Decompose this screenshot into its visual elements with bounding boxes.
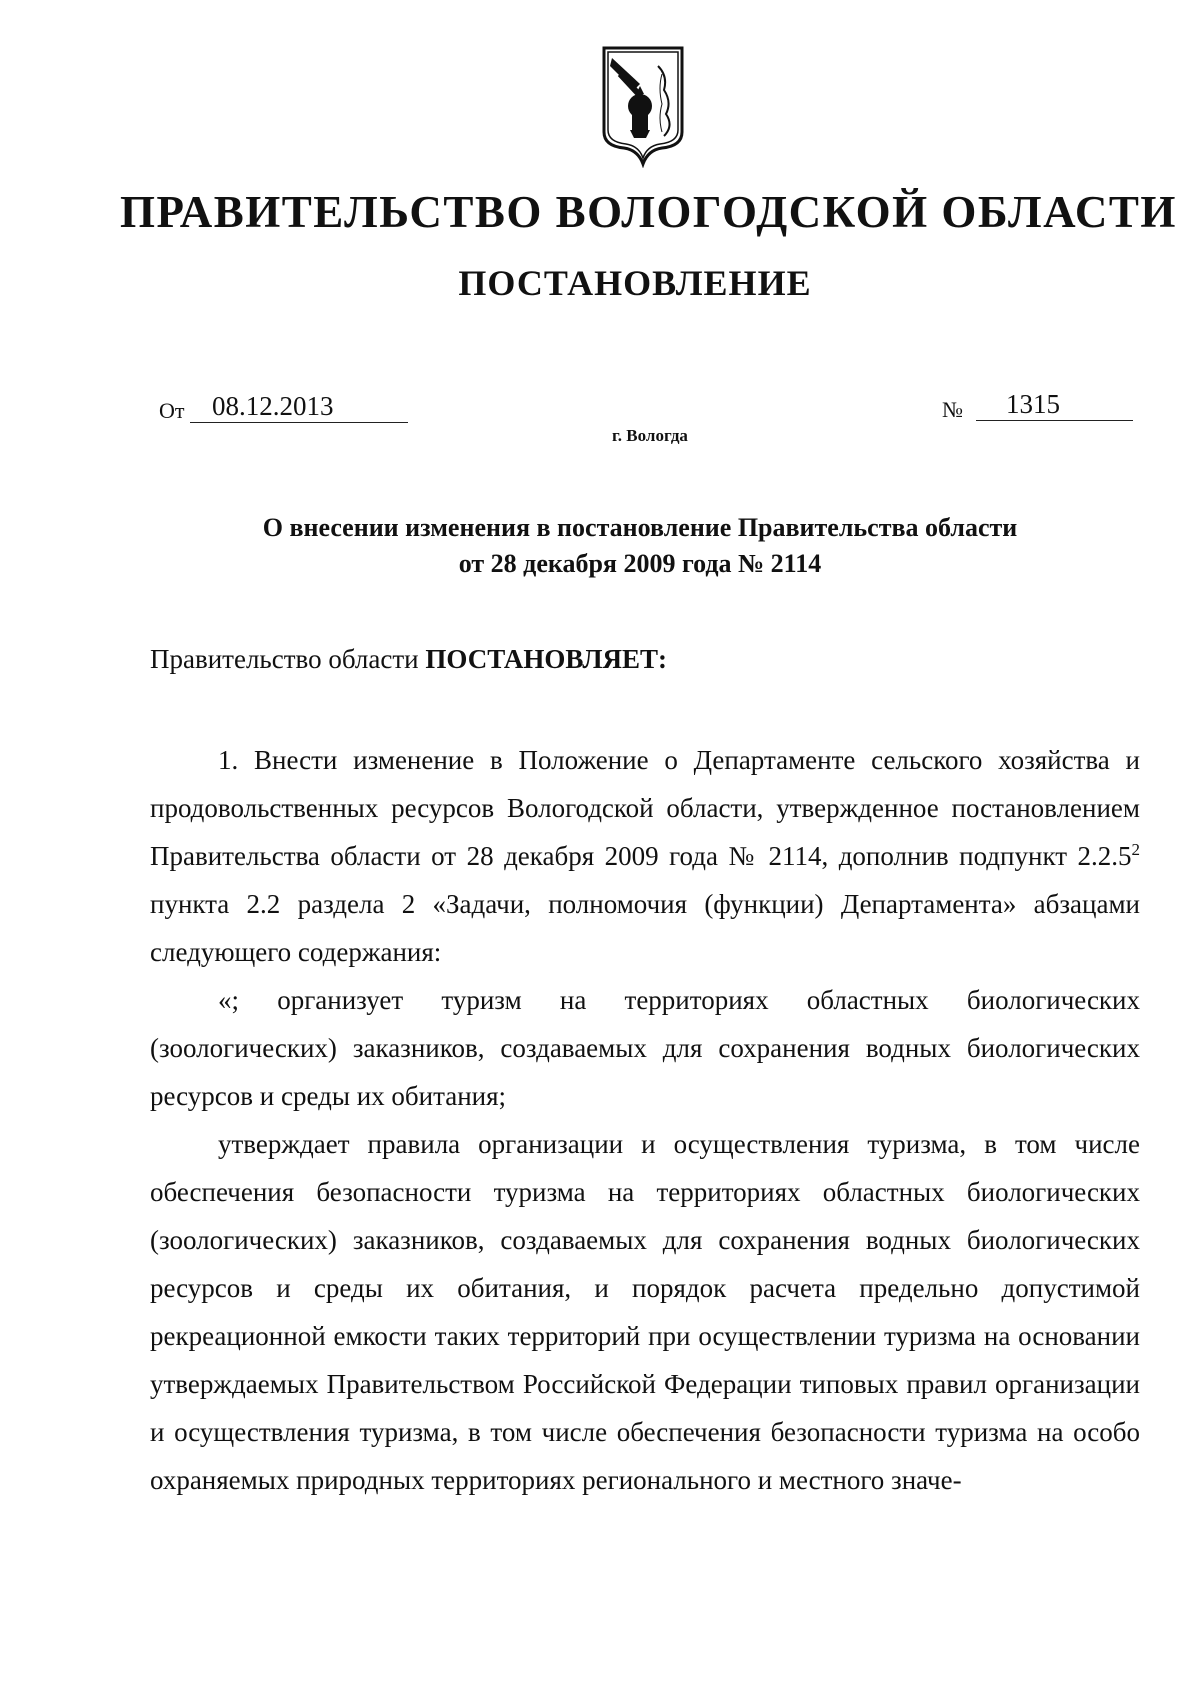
preamble	[150, 644, 667, 675]
document-date: 08.12.2013	[190, 390, 408, 423]
city-label: г. Вологда	[612, 426, 688, 445]
paragraph-2: «; организует туризм на территориях областных биологических (зоологических) заказников, создаваемых для сохранения водных биологических ресурсов и среды их обитания;	[150, 985, 1140, 1111]
subject-line-2: от 28 декабря 2009 года № 2114	[458, 549, 822, 578]
document-subject	[160, 510, 1120, 582]
number-label: №	[942, 397, 963, 422]
date-label: От	[159, 398, 185, 423]
subject-line-1: О внесении изменения в постановление Правительства области	[262, 513, 1018, 542]
paragraph-1	[150, 736, 1140, 976]
paragraph-1-superscript: 2	[1131, 840, 1140, 859]
document-number: 1315	[976, 388, 1133, 421]
paragraph-3: утверждает правила организации и осуществления туризма, в том числе обеспечения безопасности туризма на территориях областных биологических (зоологических) заказников, создаваемых для сохранения водных биологических ресурсов и среды их обитания, и порядок расчета предельно допустимой рекреационной емкости таких территорий при осуществлении туризма на основании утверждаемых Правительством Российской Федерации типовых правил организации и осуществления туризма, в том числе обеспечения безопасности туризма на особо охраняемых природных территориях регионального и местного значе-	[150, 1129, 1140, 1495]
document-body	[150, 736, 1140, 1504]
government-title: ПРАВИТЕЛЬСТВО ВОЛОГОДСКОЙ ОБЛАСТИ	[120, 187, 1177, 237]
document-type-title: ПОСТАНОВЛЕНИЕ	[458, 263, 812, 303]
preamble-text: Правительство области	[150, 644, 426, 674]
paragraph-1-text-a: 1. Внести изменение в Положение о Департаменте сельского хозяйства и продовольственных ресурсов Вологодской области, утвержденное постановлением Правительства области от 28 декабря 2009 года № 2114, дополнив подпункт 2.2.5	[150, 745, 1140, 871]
preamble-emphasis: ПОСТАНОВЛЯЕТ:	[425, 644, 667, 674]
coat-of-arms-icon	[600, 44, 686, 168]
paragraph-1-text-b: пункта 2.2 раздела 2 «Задачи, полномочия (функции) Департамента» абзацами следующего содержания:	[150, 889, 1140, 967]
